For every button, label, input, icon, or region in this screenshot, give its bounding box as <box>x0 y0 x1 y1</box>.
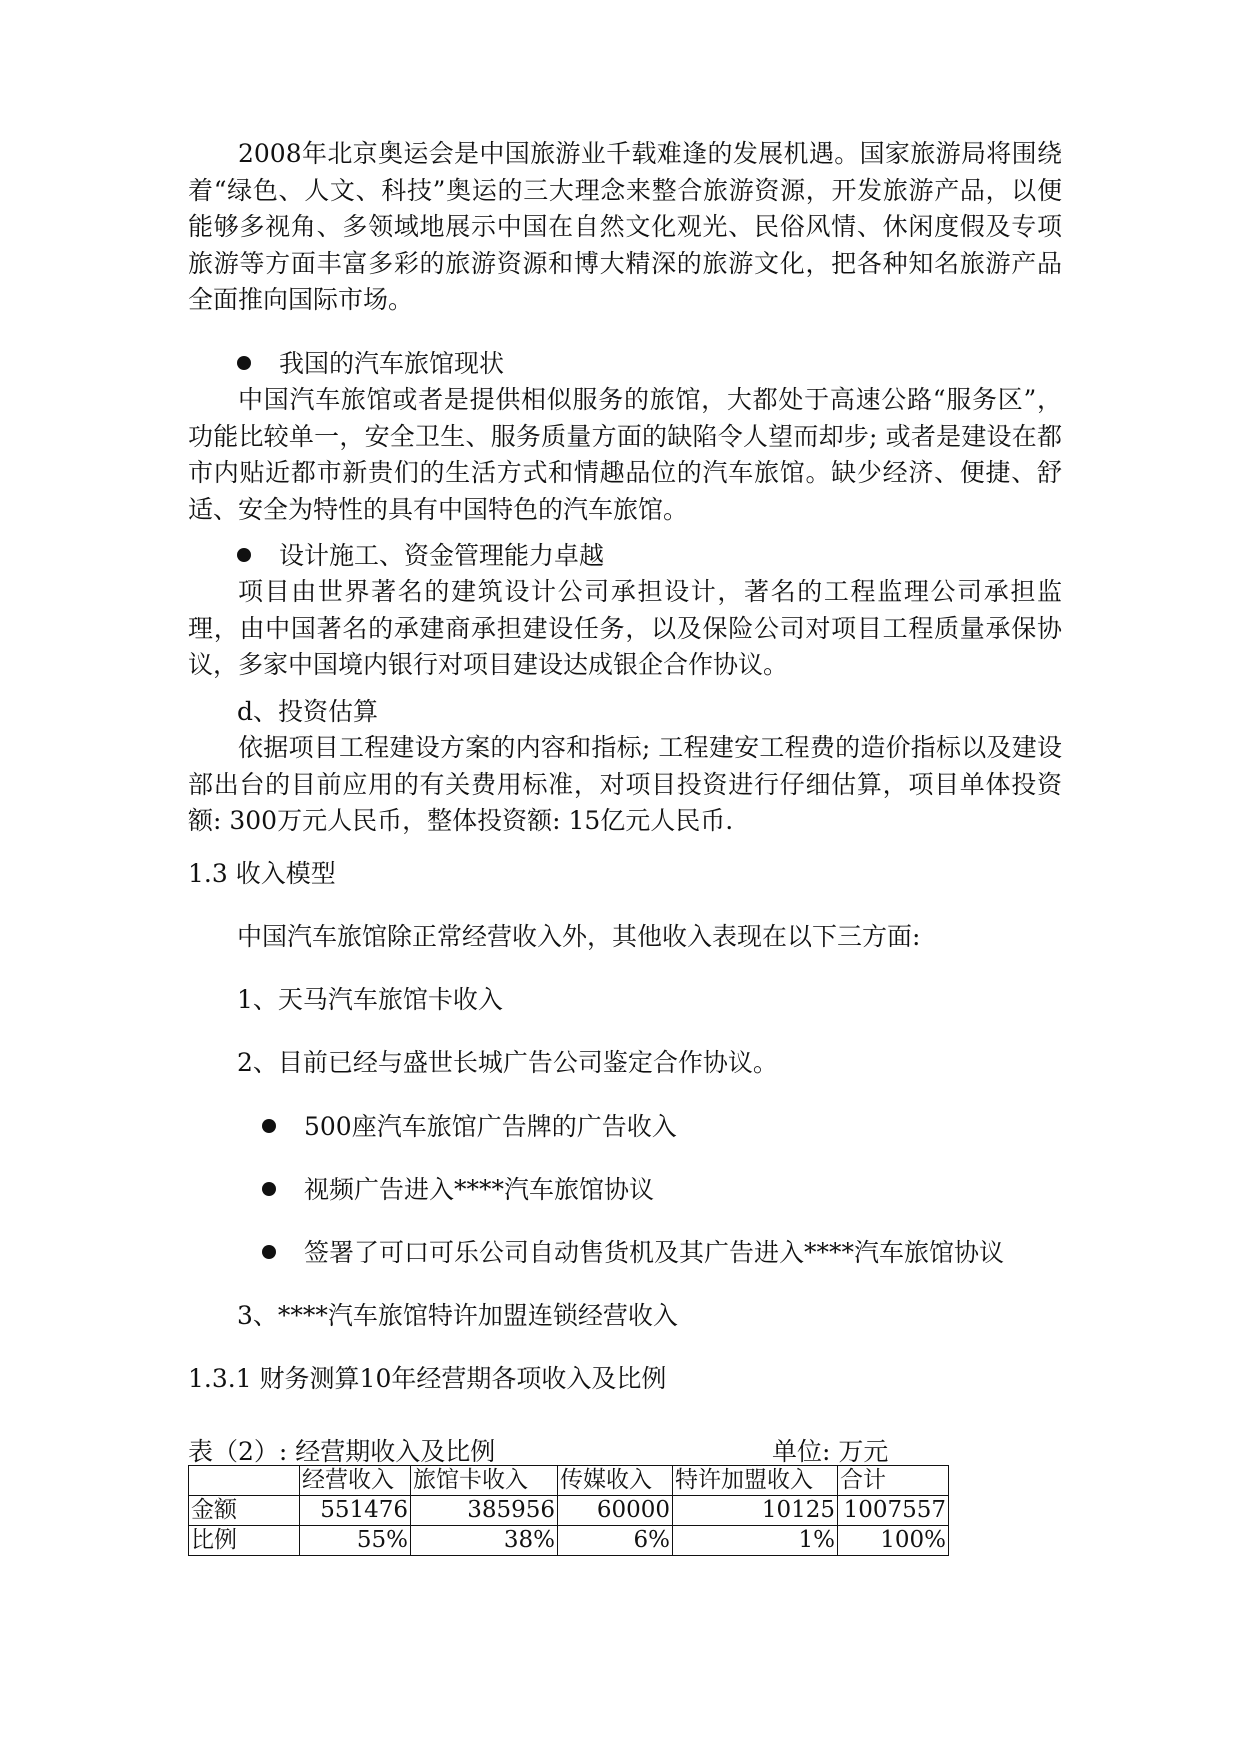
income-model-intro: 中国汽车旅馆除正常经营收入外，其他收入表现在以下三方面: <box>237 922 921 951</box>
status-body-block <box>188 382 1062 528</box>
table-row <box>189 1526 949 1556</box>
table-header-cell: 特许加盟收入 <box>673 1466 838 1496</box>
table-cell: 385956 <box>411 1496 558 1526</box>
table-header-cell: 旅馆卡收入 <box>411 1466 558 1496</box>
bullet-dot-icon <box>237 356 251 370</box>
invest-body-block <box>188 730 1062 840</box>
table-cell: 38% <box>411 1526 558 1556</box>
invest-heading: d、投资估算 <box>237 697 379 726</box>
income-bullet-1: 500座汽车旅馆广告牌的广告收入 <box>262 1109 677 1145</box>
income-item-2: 2、目前已经与盛世长城广告公司鉴定合作协议。 <box>237 1048 778 1077</box>
table-caption: 表（2）: 经营期收入及比例 <box>188 1437 496 1466</box>
income-item-3: 3、****汽车旅馆特许加盟连锁经营收入 <box>237 1301 678 1330</box>
income-model-heading: 1.3 收入模型 <box>188 859 336 888</box>
bullet-dot-icon <box>262 1182 276 1196</box>
table-cell: 10125 <box>673 1496 838 1526</box>
table-header-row <box>189 1466 949 1496</box>
income-bullet-3: 签署了可口可乐公司自动售货机及其广告进入****汽车旅馆协议 <box>262 1235 1004 1271</box>
table-cell: 60000 <box>558 1496 673 1526</box>
table-cell: 6% <box>558 1526 673 1556</box>
table-cell: 1% <box>673 1526 838 1556</box>
finance-heading: 1.3.1 财务测算10年经营期各项收入及比例 <box>188 1364 667 1393</box>
table-header-cell: 合计 <box>838 1466 949 1496</box>
intro-paragraph-block <box>188 136 1062 319</box>
table-header-cell: 传媒收入 <box>558 1466 673 1496</box>
table-cell: 55% <box>300 1526 411 1556</box>
table-row-label: 比例 <box>189 1526 300 1556</box>
design-heading: 设计施工、资金管理能力卓越 <box>237 538 604 574</box>
income-item-1: 1、天马汽车旅馆卡收入 <box>237 985 503 1014</box>
design-body-block <box>188 574 1062 684</box>
table-unit: 单位: 万元 <box>772 1437 889 1466</box>
table-header-cell <box>189 1466 300 1496</box>
bullet-dot-icon <box>262 1245 276 1259</box>
table-caption-row <box>188 1437 908 1467</box>
income-bullet-2: 视频广告进入****汽车旅馆协议 <box>262 1172 654 1208</box>
table-header-cell: 经营收入 <box>300 1466 411 1496</box>
status-heading: 我国的汽车旅馆现状 <box>237 346 504 382</box>
intro-paragraph: 2008年北京奥运会是中国旅游业千载难逢的发展机遇。国家旅游局将围绕着“绿色、人文、科技”奥运的三大理念来整合旅游资源，开发旅游产品，以便能够多视角、多领域地展示中国在自然文化观光、民俗风情、休闲度假及专项旅游等方面丰富多彩的旅游资源和博大精深的旅游文化，把各种知名旅游产品全面推向国际市场。 <box>188 139 1062 314</box>
table-cell: 1007557 <box>838 1496 949 1526</box>
table-cell: 551476 <box>300 1496 411 1526</box>
table-row <box>189 1496 949 1526</box>
income-table <box>188 1465 949 1556</box>
table-row-label: 金额 <box>189 1496 300 1526</box>
bullet-dot-icon <box>237 548 251 562</box>
invest-body: 依据项目工程建设方案的内容和指标; 工程建安工程费的造价指标以及建设部出台的目前应用的有关费用标准，对项目投资进行仔细估算，项目单体投资额: 300万元人民币，整体投资额: 15亿元人民币. <box>188 733 1062 835</box>
table-cell: 100% <box>838 1526 949 1556</box>
design-body: 项目由世界著名的建筑设计公司承担设计，著名的工程监理公司承担监理，由中国著名的承建商承担建设任务，以及保险公司对项目工程质量承保协议，多家中国境内银行对项目建设达成银企合作协议。 <box>188 577 1062 679</box>
bullet-dot-icon <box>262 1119 276 1133</box>
status-body: 中国汽车旅馆或者是提供相似服务的旅馆，大都处于高速公路“服务区”，功能比较单一，安全卫生、服务质量方面的缺陷令人望而却步; 或者是建设在都市内贴近都市新贵们的生活方式和情趣品位的汽车旅馆。缺少经济、便捷、舒适、安全为特性的具有中国特色的汽车旅馆。 <box>188 385 1062 524</box>
